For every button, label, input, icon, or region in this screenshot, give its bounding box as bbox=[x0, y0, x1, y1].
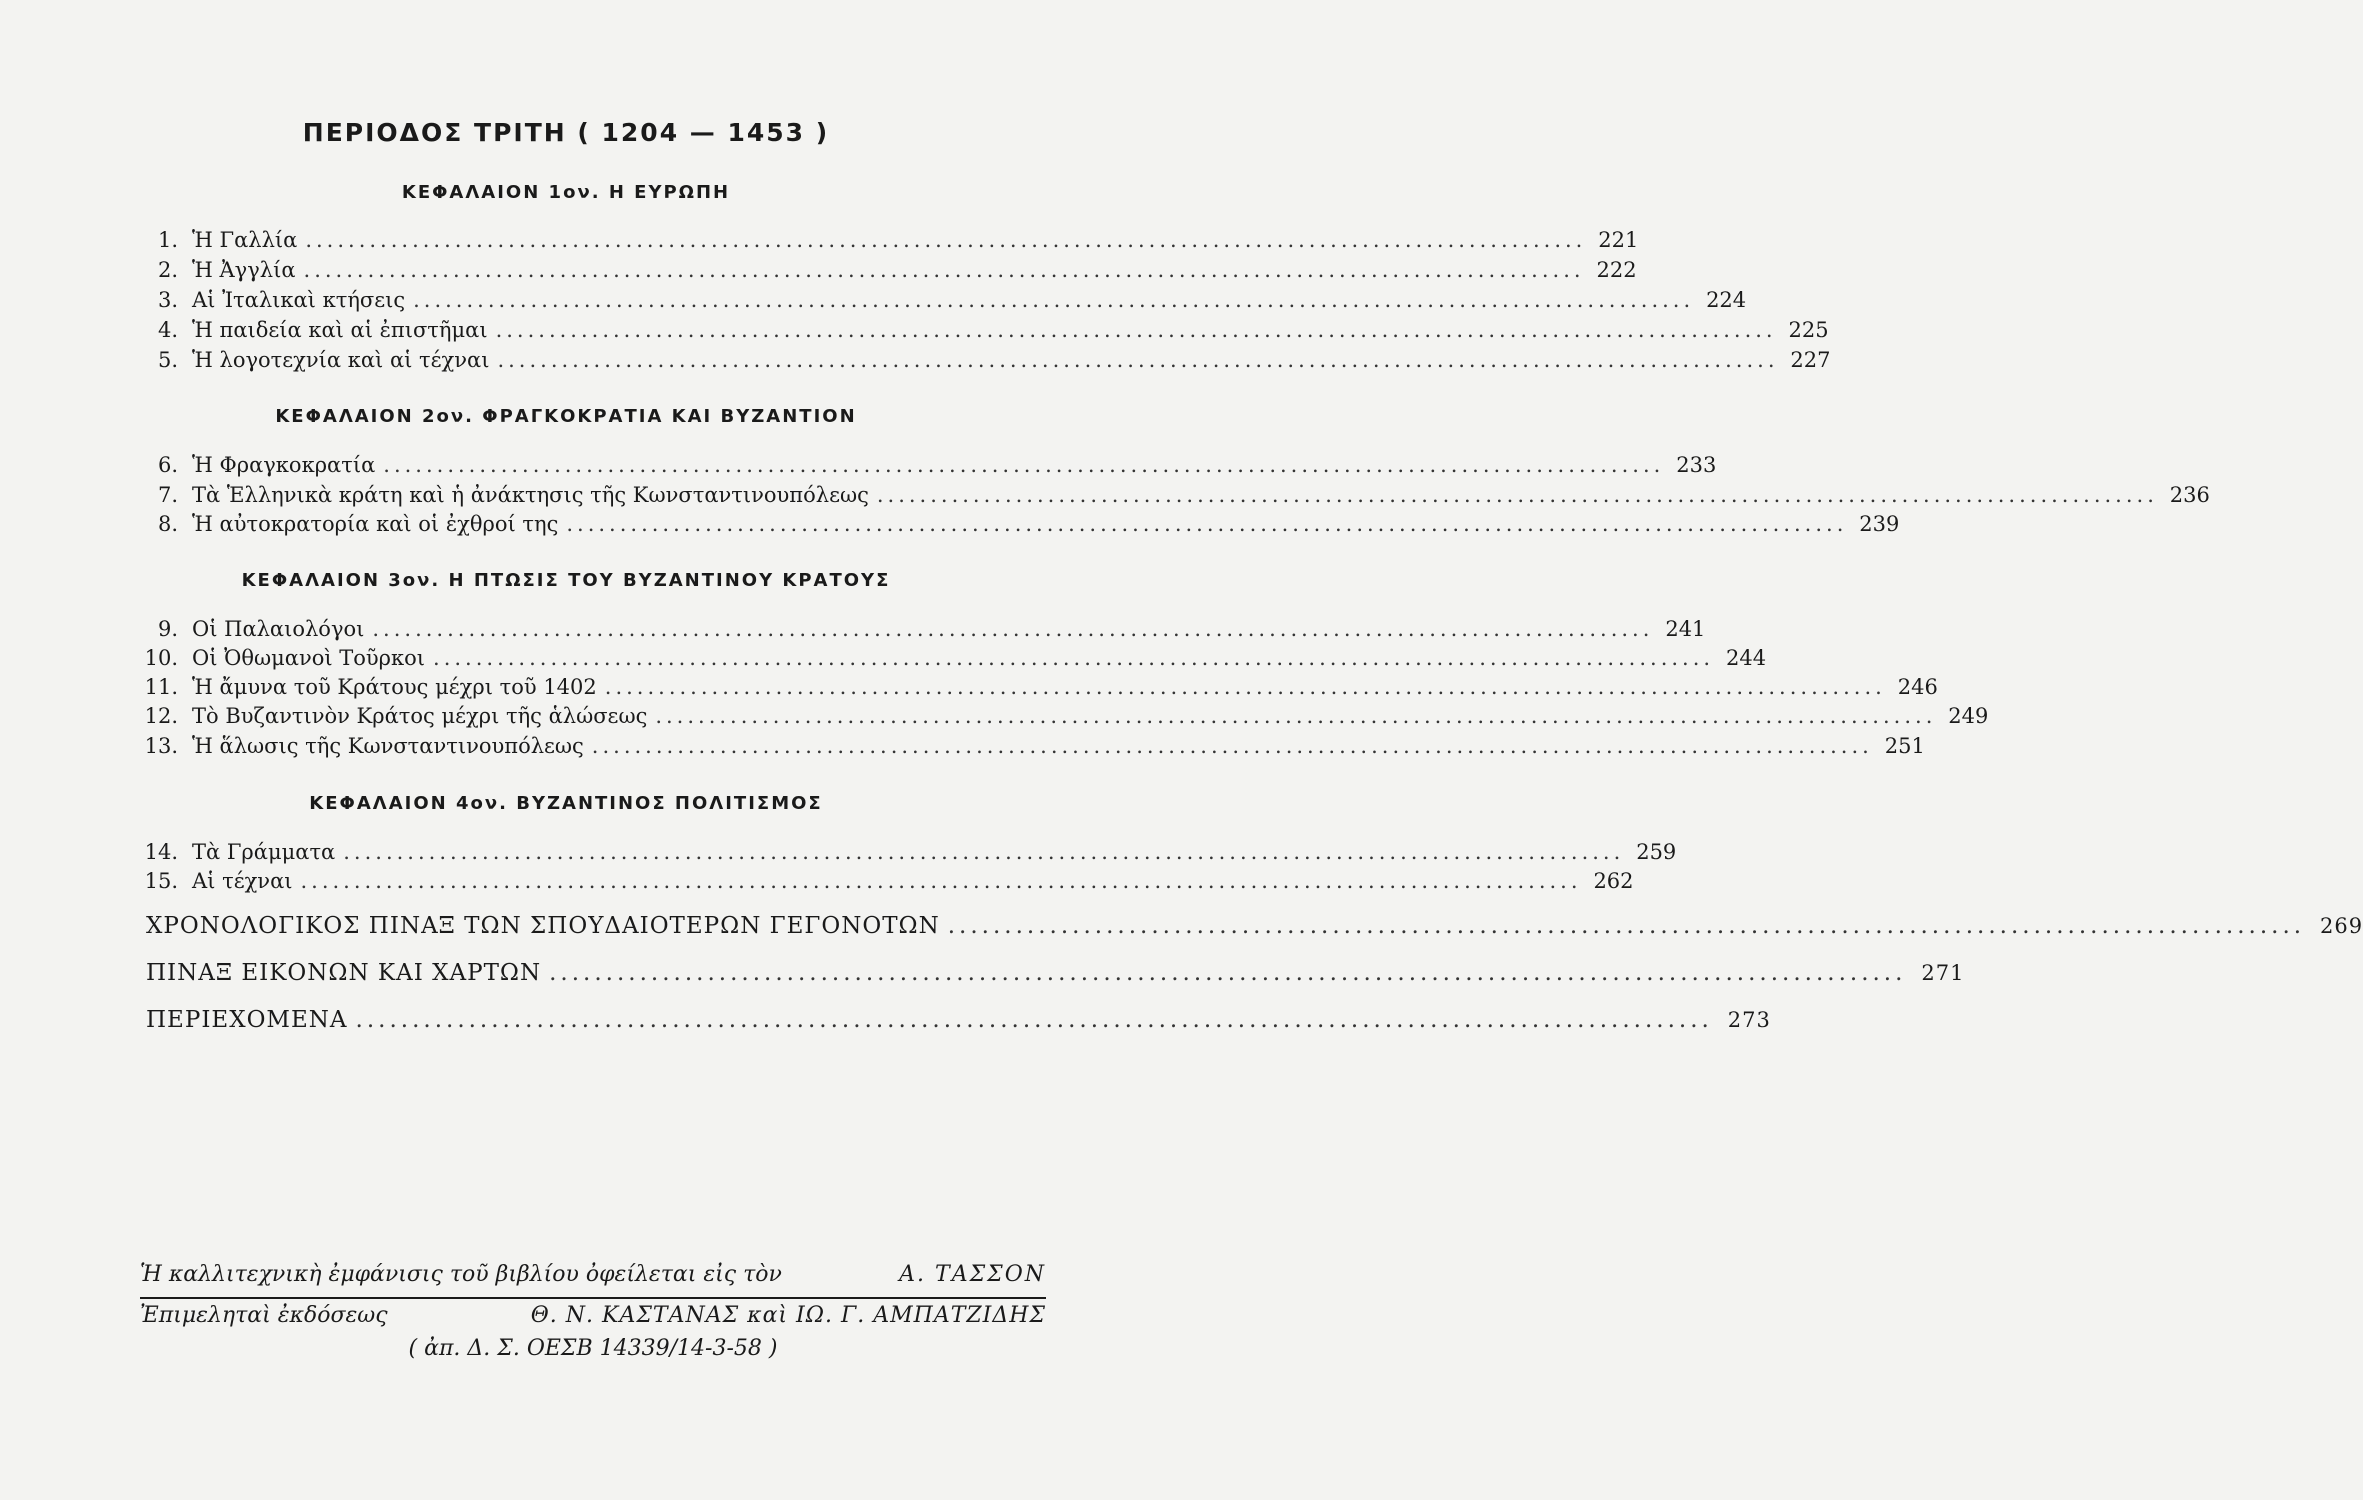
leader-dots: ........................................................................................................................ bbox=[591, 734, 1873, 758]
leader-dots: ........................................................................................................................ bbox=[413, 288, 1695, 312]
editors-credit bbox=[140, 1303, 1046, 1328]
entry-number: 14. bbox=[144, 840, 178, 864]
entry-title: Ἡ Γαλλία bbox=[192, 228, 298, 252]
entry-number: 11. bbox=[144, 675, 178, 699]
entry-title: Ἡ Ἀγγλία bbox=[192, 258, 296, 282]
entry-page: 251 bbox=[1884, 734, 1925, 758]
toc-entry[interactable] bbox=[120, 288, 1747, 318]
entry-number: 13. bbox=[144, 734, 178, 758]
entry-page: 262 bbox=[1593, 869, 1634, 893]
leader-dots: ........................................................................................................................ bbox=[343, 840, 1625, 864]
chapter-3-heading: ΚΕΦΑΛΑΙΟΝ 3ον. Η ΠΤΩΣΙΣ ΤΟΥ ΒΥΖΑΝΤΙΝΟΥ ΚΡΑΤΟΥΣ bbox=[241, 570, 891, 591]
appendix-page: 271 bbox=[1921, 961, 1965, 985]
entry-title: Ἡ λογοτεχνία καὶ αἱ τέχναι bbox=[192, 348, 490, 372]
entry-title: Ἡ ἄμυνα τοῦ Κράτους μέχρι τοῦ 1402 bbox=[192, 675, 597, 699]
entry-title: Τὸ Βυζαντινὸν Κράτος μέχρι τῆς ἁλώσεως bbox=[192, 704, 648, 728]
leader-dots: ........................................................................................................................ bbox=[372, 617, 1654, 641]
toc-entry[interactable] bbox=[120, 869, 1634, 899]
entry-title: Οἱ Παλαιολόγοι bbox=[192, 617, 365, 641]
artistic-credit-text: Ἡ καλλιτεχνικὴ ἐμφάνισις τοῦ βιβλίου ὀφείλεται εἰς τὸν bbox=[140, 1262, 782, 1287]
entry-title: Ἡ παιδεία καὶ αἱ ἐπιστῆμαι bbox=[192, 318, 488, 342]
toc-entry[interactable] bbox=[120, 228, 1639, 258]
entry-page: 244 bbox=[1725, 646, 1767, 670]
entry-title: Τὰ Γράμματα bbox=[192, 840, 336, 864]
appendix-entry[interactable] bbox=[146, 960, 1965, 994]
entry-title: Ἡ αὐτοκρατορία καὶ οἱ ἐχθροί της bbox=[192, 512, 559, 536]
entry-page: 239 bbox=[1859, 512, 1900, 536]
entry-number: 1. bbox=[157, 228, 178, 252]
entry-page: 236 bbox=[2169, 483, 2210, 507]
appendix-entry[interactable] bbox=[146, 913, 2363, 947]
leader-dots: ........................................................................................................................ bbox=[355, 1007, 1713, 1033]
divider bbox=[140, 1297, 1046, 1299]
entry-title: Αἱ τέχναι bbox=[192, 869, 293, 893]
entry-page: 225 bbox=[1788, 318, 1829, 342]
toc-entry[interactable] bbox=[120, 512, 1900, 542]
entry-page: 222 bbox=[1596, 258, 1637, 282]
approval-note: ( ἀπ. Δ. Σ. ΟΕΣΒ 14339/14-3-58 ) bbox=[408, 1336, 778, 1361]
leader-dots: ........................................................................................................................ bbox=[549, 960, 1907, 986]
chapter-4-heading: ΚΕΦΑΛΑΙΟΝ 4ον. ΒΥΖΑΝΤΙΝΟΣ ΠΟΛΙΤΙΣΜΟΣ bbox=[309, 793, 823, 814]
editors-names: Θ. Ν. ΚΑΣΤΑΝΑΣ καὶ ΙΩ. Γ. ΑΜΠΑΤΖΙΔΗΣ bbox=[530, 1303, 1046, 1328]
entry-number: 10. bbox=[144, 646, 178, 670]
leader-dots: ........................................................................................................................ bbox=[300, 869, 1582, 893]
entry-number: 2. bbox=[157, 258, 178, 282]
toc-entry[interactable] bbox=[120, 348, 1831, 378]
toc-entry[interactable] bbox=[120, 483, 2210, 513]
artistic-credit bbox=[140, 1262, 1046, 1287]
entry-number: 9. bbox=[157, 617, 178, 641]
entry-title: Οἱ Ὀθωμανοὶ Τοῦρκοι bbox=[192, 646, 426, 670]
toc-entry[interactable] bbox=[120, 734, 1925, 764]
entry-number: 12. bbox=[144, 704, 178, 728]
artist-name: Α. ΤΑΣΣΟΝ bbox=[899, 1262, 1046, 1287]
chapter-1-heading: ΚΕΦΑΛΑΙΟΝ 1ον. Η ΕΥΡΩΠΗ bbox=[401, 182, 731, 203]
toc-entry[interactable] bbox=[120, 318, 1829, 348]
leader-dots: ........................................................................................................................ bbox=[495, 318, 1777, 342]
appendix-title: ΠΕΡΙΕΧΟΜΕΝΑ bbox=[146, 1007, 348, 1033]
toc-entry[interactable] bbox=[120, 258, 1637, 288]
entry-page: 227 bbox=[1790, 348, 1831, 372]
entry-title: Αἱ Ἰταλικαὶ κτήσεις bbox=[192, 288, 406, 312]
entry-page: 221 bbox=[1598, 228, 1639, 252]
entry-number: 8. bbox=[157, 512, 178, 536]
entry-number: 5. bbox=[157, 348, 178, 372]
entry-title: Τὰ Ἑλληνικὰ κράτη καὶ ἡ ἀνάκτησις τῆς Κωνσταντινουπόλεως bbox=[192, 483, 869, 507]
entry-number: 3. bbox=[157, 288, 178, 312]
period-title: ΠΕΡΙΟΔΟΣ ΤΡΙΤΗ ( 1204 — 1453 ) bbox=[302, 118, 830, 147]
leader-dots: ........................................................................................................................ bbox=[947, 913, 2306, 939]
entry-title: Ἡ Φραγκοκρατία bbox=[192, 453, 376, 477]
leader-dots: ........................................................................................................................ bbox=[655, 704, 1937, 728]
leader-dots: ........................................................................................................................ bbox=[303, 258, 1585, 282]
entry-number: 6. bbox=[157, 453, 178, 477]
entry-number: 15. bbox=[144, 869, 178, 893]
chapter-2-heading: ΚΕΦΑΛΑΙΟΝ 2ον. ΦΡΑΓΚΟΚΡΑΤΙΑ ΚΑΙ ΒΥΖΑΝΤΙΟΝ bbox=[275, 406, 857, 427]
entry-page: 259 bbox=[1636, 840, 1677, 864]
appendix-title: ΧΡΟΝΟΛΟΓΙΚΟΣ ΠΙΝΑΞ ΤΩΝ ΣΠΟΥΔΑΙΟΤΕΡΩΝ ΓΕΓΟΝΟΤΩΝ bbox=[146, 913, 940, 939]
entry-number: 7. bbox=[157, 483, 178, 507]
appendix-entry[interactable] bbox=[146, 1007, 1771, 1041]
leader-dots: ........................................................................................................................ bbox=[566, 512, 1848, 536]
entry-page: 249 bbox=[1948, 704, 1989, 728]
leader-dots: ........................................................................................................................ bbox=[497, 348, 1779, 372]
appendix-title: ΠΙΝΑΞ ΕΙΚΟΝΩΝ ΚΑΙ ΧΑΡΤΩΝ bbox=[146, 960, 542, 986]
entry-page: 246 bbox=[1897, 675, 1938, 699]
editors-label: Ἐπιμεληταὶ ἐκδόσεως bbox=[140, 1303, 388, 1328]
toc-entry[interactable] bbox=[120, 453, 1717, 483]
entry-title: Ἡ ἅλωσις τῆς Κωνσταντινουπόλεως bbox=[192, 734, 584, 758]
leader-dots: ........................................................................................................................ bbox=[383, 453, 1665, 477]
entry-page: 241 bbox=[1665, 617, 1706, 641]
appendix-page: 273 bbox=[1727, 1008, 1771, 1032]
toc-entry[interactable] bbox=[120, 840, 1677, 870]
toc-entry[interactable] bbox=[120, 646, 1767, 676]
appendix-page: 269 bbox=[2319, 914, 2363, 938]
toc-entry[interactable] bbox=[120, 617, 1706, 647]
entry-page: 224 bbox=[1706, 288, 1747, 312]
entry-number: 4. bbox=[157, 318, 178, 342]
toc-entry[interactable] bbox=[120, 704, 1989, 734]
entry-page: 233 bbox=[1676, 453, 1717, 477]
toc-entry[interactable] bbox=[120, 675, 1938, 705]
leader-dots: ........................................................................................................................ bbox=[604, 675, 1886, 699]
leader-dots: ........................................................................................................................ bbox=[305, 228, 1587, 252]
leader-dots: ........................................................................................................................ bbox=[433, 646, 1715, 670]
leader-dots: ........................................................................................................................ bbox=[876, 483, 2158, 507]
